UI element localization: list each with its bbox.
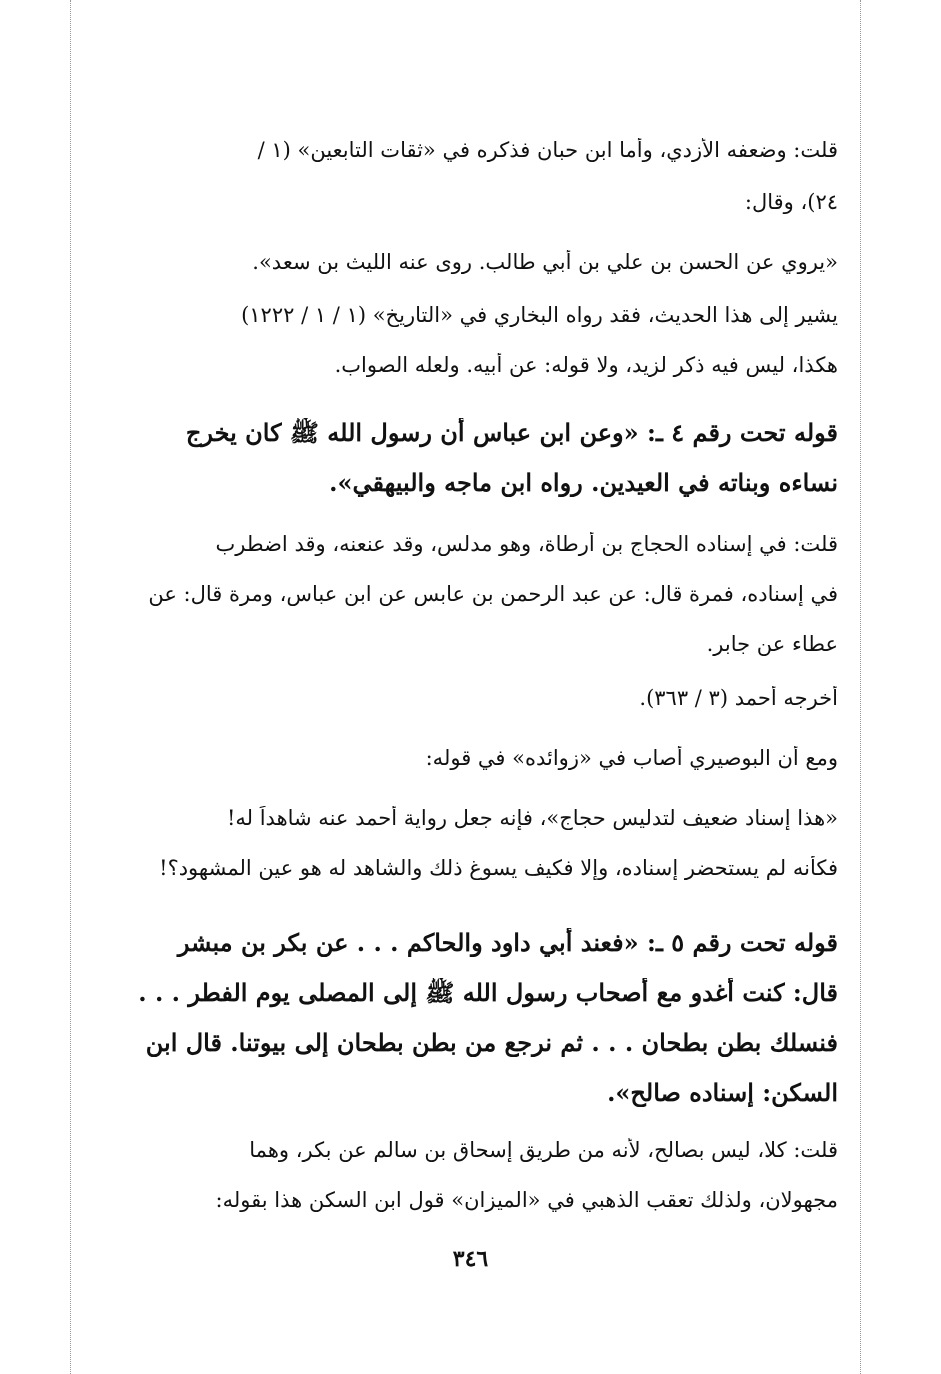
text-line: «هذا إسناد ضعيف لتدليس حجاج»، فإنه جعل رواية أحمد عنه شاهداً له! (226, 806, 838, 830)
text-line: قال: كنت أغدو مع أصحاب رسول الله ﷺ إلى المصلى يوم الفطر . . . (138, 978, 838, 1007)
text-line: في إسناده، فمرة قال: عن عبد الرحمن بن عابس عن ابن عباس، ومرة قال: عن (148, 582, 838, 606)
page-number: ٣٤٦ (452, 1246, 489, 1272)
text-line: «يروي عن الحسن بن علي بن أبي طالب. روى عنه الليث بن سعد». (252, 250, 838, 274)
text-line: قلت: كلا، ليس بصالح، لأنه من طريق إسحاق بن سالم عن بكر، وهما (249, 1138, 838, 1162)
text-line: قوله تحت رقم ٥ ـ: «فعند أبي داود والحاكم . . . عن بكر بن مبشر (177, 928, 838, 957)
scan-margin-line-right (860, 0, 861, 1374)
text-line: مجهولان، ولذلك تعقب الذهبي في «الميزان» قول ابن السكن هذا بقوله: (215, 1188, 838, 1212)
text-line: قلت: في إسناده الحجاج بن أرطاة، وهو مدلس، وقد عنعنه، وقد اضطرب (215, 532, 838, 556)
text-line: عطاء عن جابر. (706, 632, 838, 656)
text-line: فنسلك بطن بطحان . . . ثم نرجع من بطن بطحان إلى بيوتنا. قال ابن (145, 1028, 838, 1057)
text-line: ومع أن البوصيري أصاب في «زوائده» في قوله: (425, 746, 838, 770)
text-line: يشير إلى هذا الحديث، فقد رواه البخاري في «التاريخ» (١ / ١ / ١٢٢٢) (241, 303, 838, 327)
text-line: قلت: وضعفه الأزدي، وأما ابن حبان فذكره في «ثقات التابعين» (١ / (257, 138, 838, 162)
text-line: أخرجه أحمد (٣ / ٣٦٣). (639, 686, 838, 710)
text-line: هكذا، ليس فيه ذكر لزيد، ولا قوله: عن أبيه. ولعله الصواب. (334, 353, 838, 377)
text-line: فكأنه لم يستحضر إسناده، وإلا فكيف يسوغ ذلك والشاهد له هو عين المشهود؟! (159, 856, 838, 880)
text-line: قوله تحت رقم ٤ ـ: «وعن ابن عباس أن رسول الله ﷺ كان يخرج (185, 418, 838, 447)
text-line: نساءه وبناته في العيدين. رواه ابن ماجه والبيهقي». (329, 468, 838, 497)
text-line: السكن: إسناده صالح». (607, 1078, 838, 1107)
text-line: ٢٤)، وقال: (744, 190, 838, 214)
scan-margin-line-left (70, 0, 71, 1374)
